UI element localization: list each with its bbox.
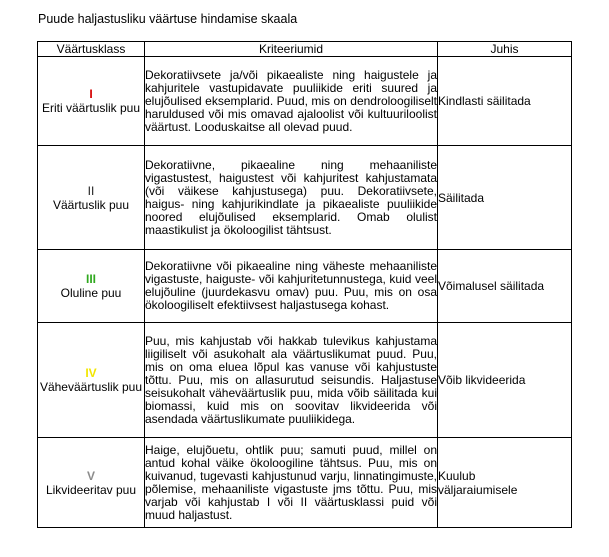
criteria-cell: Dekoratiivsete ja/või pikaealiste ning haigustele ja kahjuritele vastupidavate puuliikide eriti suured ja elujõulised eksemplarid. Puud, mis on dendroloogiliselt haruldused või mis omavad ajaloolist või kultuuriloolist väärtust. Looduskaitse all olevad puud.	[145, 57, 438, 146]
table-row	[38, 438, 572, 528]
value-scale-table	[37, 41, 572, 528]
criteria-cell: Puu, mis kahjustab või hakkab tulevikus kahjustama liigiliselt või asukohalt ala väärtuslikumat puud. Puu, mis on oma eluea lõpul kas vanuse või kahjustuste tõttu. Puu, mis on allasurutud seisundis. Haljastuse seisukohalt väheväärtuslik puu, mida võib säilitada kui biomassi, kuid mis on soovitav likvideerida või asendada väärtuslikumate puuliikidega.	[145, 323, 438, 438]
value-class-cell	[38, 323, 145, 438]
action-cell: Võib likvideerida	[438, 323, 572, 438]
class-numeral: III	[85, 272, 96, 286]
value-class-cell	[38, 250, 145, 323]
action-line: väljaraiumisele	[438, 482, 518, 497]
class-name: Oluline puu	[60, 286, 122, 300]
action-cell: Kindlasti säilitada	[438, 57, 572, 146]
table-row	[38, 146, 572, 250]
criteria-cell: Dekoratiivne, pikaealine ning mehaaniliste vigastustest, haigustest või kahjuritest kahjustamata (või väikese kahjustusega) puu. Dekoratiivsete, haigus- ning kahjurikindlate ja pikaealiste puuliikide noored elujõulised eksemplarid. Omab olulist maastikulist ja ökoloogilist tähtsust.	[145, 146, 438, 250]
value-class-cell	[38, 438, 145, 528]
table-row	[38, 323, 572, 438]
class-numeral: IV	[85, 366, 97, 380]
action-cell: Säilitada	[438, 146, 572, 250]
class-numeral: I	[89, 87, 93, 101]
class-name: Väheväärtuslik puu	[39, 380, 143, 394]
table-row	[38, 250, 572, 323]
table-header-row	[38, 42, 572, 57]
value-class-cell	[38, 146, 145, 250]
class-numeral: V	[86, 468, 95, 483]
class-name: Väärtuslik puu	[52, 197, 130, 212]
document-title: Puude haljastusliku väärtuse hindamise skaala	[38, 12, 298, 26]
value-class-cell	[38, 57, 145, 146]
header-value-class: Väärtusklass	[38, 42, 145, 57]
action-line: Kuulub	[438, 468, 476, 483]
action-cell: Võimalusel säilitada	[438, 250, 572, 323]
class-numeral: II	[87, 183, 95, 198]
criteria-cell: Haige, elujõuetu, ohtlik puu; samuti puud, millel on antud kohal väike ökoloogiline tähtsus. Puu, mis on kuivanud, tugevasti kahjustunud varju, linnatingimuste, põlemise, mehaaniliste vigastuste jms tõttu. Puu, mis varjab või kahjustab I või II väärtusklassi puid või muud haljastust.	[145, 438, 438, 528]
action-cell	[438, 438, 572, 528]
header-criteria: Kriteeriumid	[145, 42, 438, 57]
criteria-cell: Dekoratiivne või pikaealine ning väheste mehaaniliste vigastuste, haiguste- või kahjuritetunnustega, kuid veel elujõuline (juurdekasvu omav) puu. Puu, mis on osa ökoloogiliselt efektiivsest haljastusega kohast.	[145, 250, 438, 323]
header-action: Juhis	[438, 42, 572, 57]
class-name: Likvideeritav puu	[45, 482, 137, 497]
table-row	[38, 57, 572, 146]
class-name: Eriti väärtuslik puu	[41, 101, 141, 115]
